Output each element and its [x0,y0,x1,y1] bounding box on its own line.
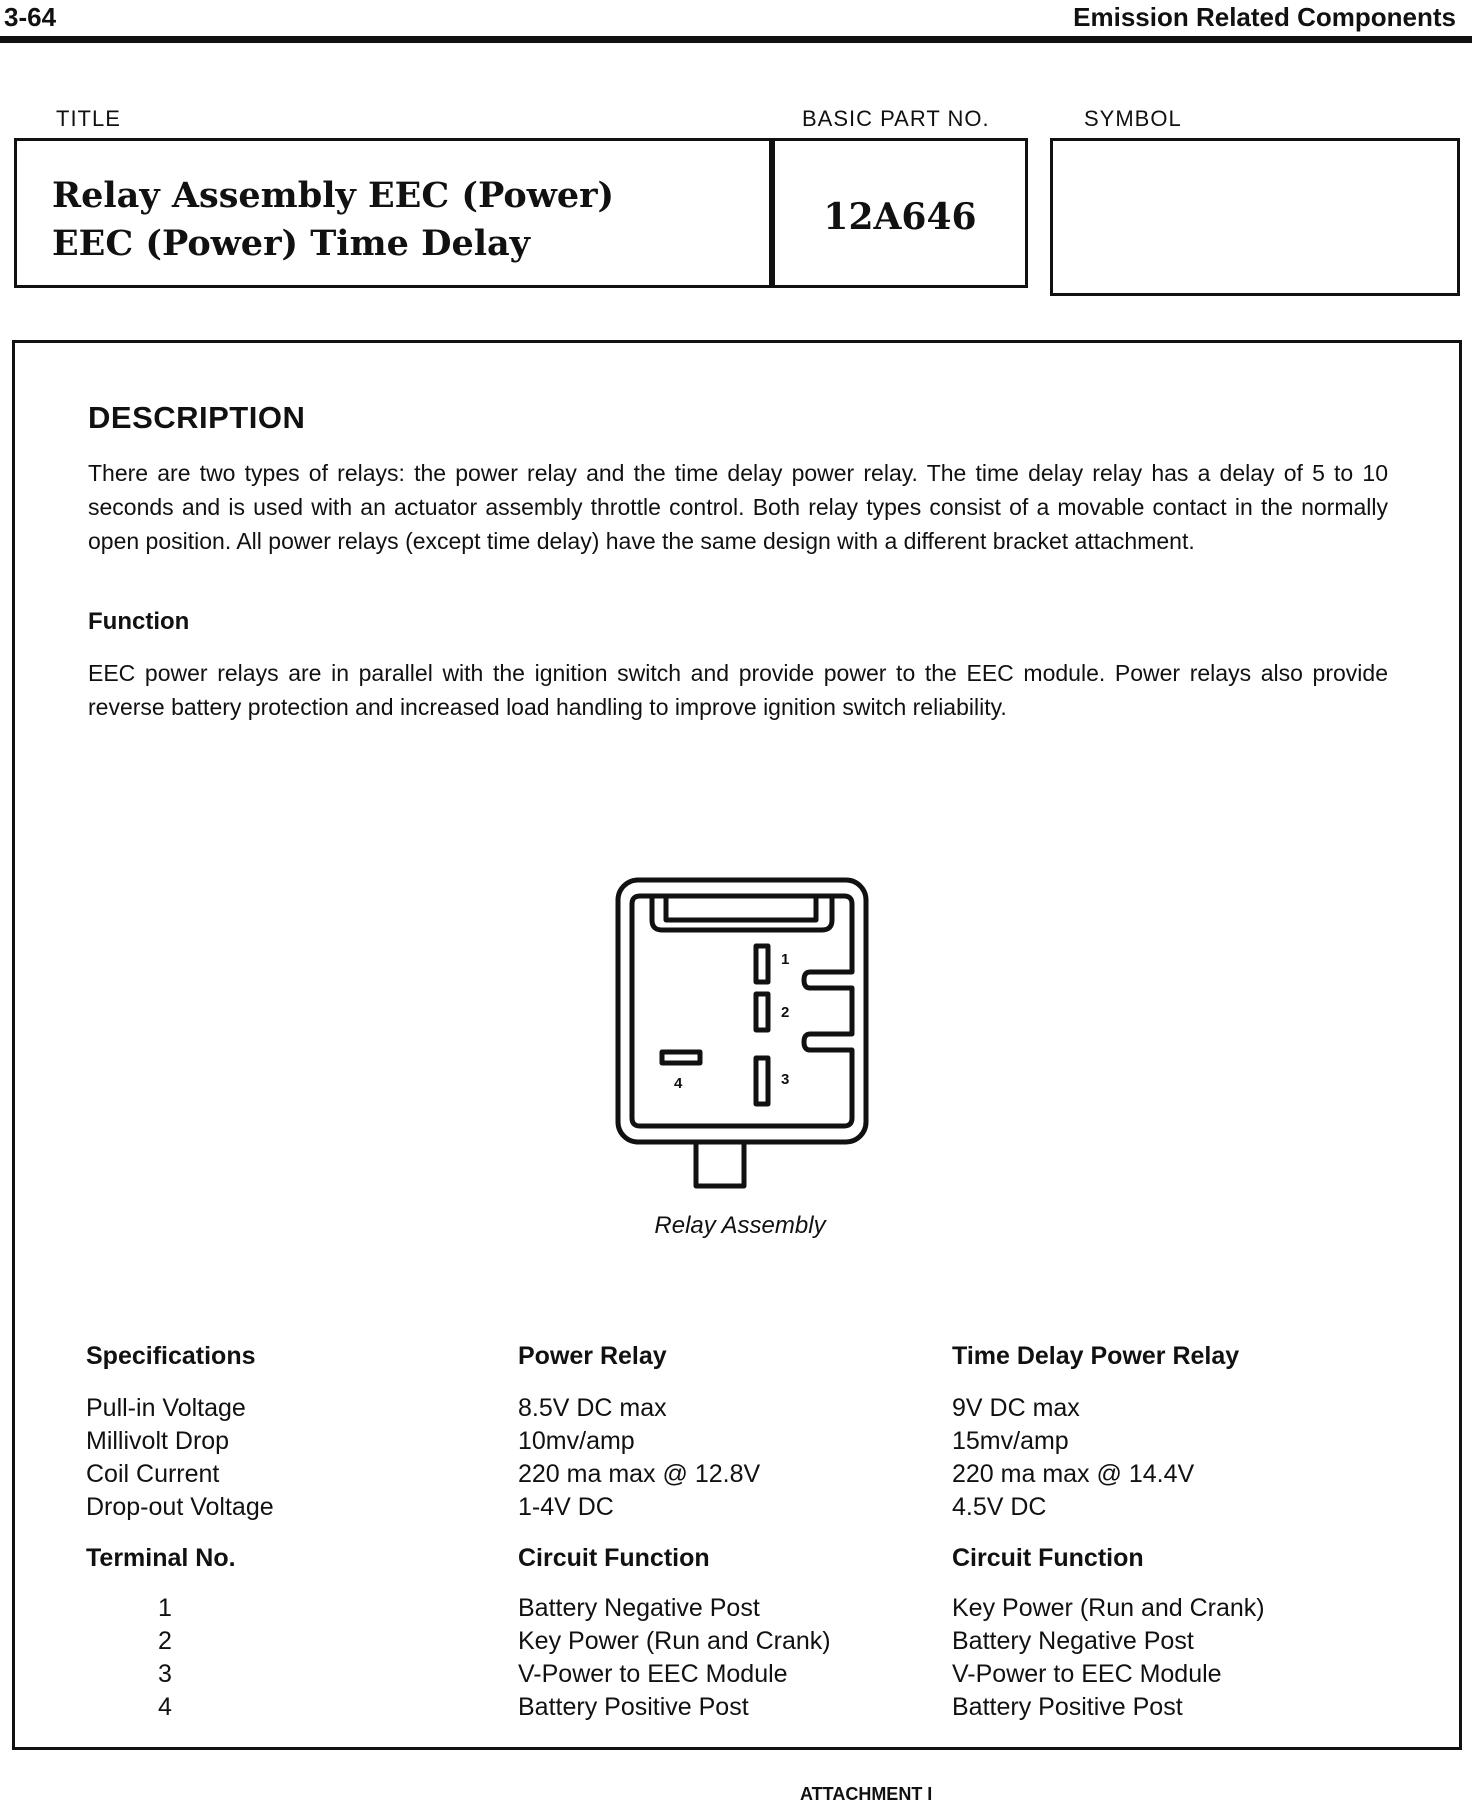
terminal-power-function: V-Power to EEC Module [518,1660,788,1688]
terminal-3-blade [756,1058,768,1104]
description-heading: DESCRIPTION [88,400,306,435]
spec-row-label: Drop-out Voltage [86,1493,274,1521]
relay-assembly-diagram [610,872,880,1192]
terminal-power-function: Key Power (Run and Crank) [518,1627,831,1655]
spec-row-power: 8.5V DC max [518,1394,667,1422]
spec-row-delay: 15mv/amp [952,1427,1069,1455]
header-rule [0,36,1472,43]
terminal-label-4: 4 [674,1075,683,1092]
terminal-header-power-function: Circuit Function [518,1544,710,1572]
spec-row-label: Coil Current [86,1460,220,1488]
terminal-number: 2 [158,1627,172,1655]
terminal-header-delay-function: Circuit Function [952,1544,1144,1572]
relay-bottom-tab [696,1142,744,1186]
terminal-header-number: Terminal No. [86,1544,236,1572]
symbol-box [1050,138,1460,296]
terminal-delay-function: Battery Positive Post [952,1693,1183,1721]
page-number: 3-64 [4,2,57,32]
terminal-2-blade [756,994,768,1030]
attachment-label: ATTACHMENT I [800,1784,933,1804]
terminal-label-3: 3 [781,1071,790,1088]
terminal-delay-function: Key Power (Run and Crank) [952,1594,1265,1622]
spec-header-time-delay: Time Delay Power Relay [952,1342,1240,1370]
description-paragraph: There are two types of relays: the power relay and the time delay power relay. The time delay relay has a delay of 5 to 10 seconds and is used with an actuator assembly throttle control. Both relay types consist of a movable contact in the normally open position. All power relays (except time delay) have the same design with a different bracket attachment. [88,460,1388,554]
relay-top-slot [652,896,832,930]
part-number: 12A646 [823,196,977,238]
spec-header-specifications: Specifications [86,1342,256,1370]
terminal-label-2: 2 [781,1004,790,1021]
function-heading: Function [88,608,190,635]
terminal-number: 4 [158,1693,172,1721]
function-paragraph: EEC power relays are in parallel with the ignition switch and provide power to the EEC module. Power relays also provide reverse battery protection and increased load handling to improve ignition switch reliability. [88,660,1388,720]
terminal-power-function: Battery Negative Post [518,1594,760,1622]
terminal-delay-function: V-Power to EEC Module [952,1660,1222,1688]
spec-row-delay: 4.5V DC [952,1493,1047,1521]
terminal-number: 1 [158,1594,172,1622]
terminal-1-blade [756,946,768,982]
component-title-line2: EEC (Power) Time Delay [52,223,531,264]
relay-top-slot-inner [666,896,816,920]
title-label: TITLE [56,106,121,131]
terminal-number: 3 [158,1660,172,1688]
component-title [52,172,614,268]
spec-row-delay: 220 ma max @ 14.4V [952,1460,1195,1488]
spec-header-power-relay: Power Relay [518,1342,667,1370]
spec-row-power: 10mv/amp [518,1427,635,1455]
spec-row-label: Pull-in Voltage [86,1394,246,1422]
section-title: Emission Related Components [1073,2,1456,32]
spec-row-delay: 9V DC max [952,1394,1080,1422]
terminal-delay-function: Battery Negative Post [952,1627,1194,1655]
spec-row-power: 220 ma max @ 12.8V [518,1460,761,1488]
terminal-power-function: Battery Positive Post [518,1693,749,1721]
terminal-4-blade [662,1052,700,1063]
spec-row-label: Millivolt Drop [86,1427,230,1455]
part-number-label: BASIC PART NO. [802,106,990,131]
diagram-caption: Relay Assembly [654,1212,826,1239]
component-title-line1: Relay Assembly EEC (Power) [52,175,615,216]
spec-row-power: 1-4V DC [518,1493,614,1521]
terminal-label-1: 1 [781,951,790,968]
symbol-label: SYMBOL [1084,106,1182,131]
